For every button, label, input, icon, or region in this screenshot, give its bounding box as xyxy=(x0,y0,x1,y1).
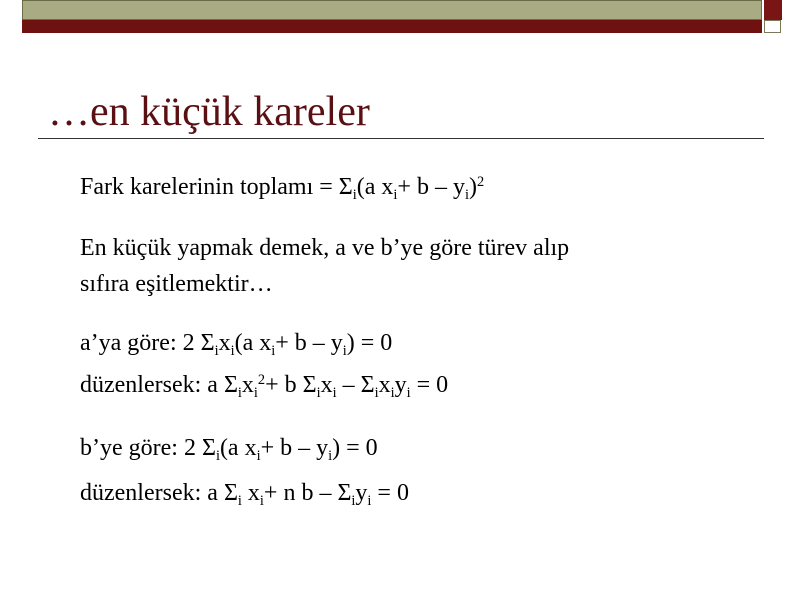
rearranged-b-line: düzenlersek: a $\Sigma_i$ $x_i+ n$ $b - \Sigma_iy_i = 0$ xyxy=(80,480,409,510)
minimize-text-line-2: sıfıra eşitlemektir… xyxy=(80,271,273,297)
sum-of-squares-line: Fark karelerinin toplamı = $\Sigma_i(a$ $x_i+ b - y_i)^2$ xyxy=(80,174,485,204)
slide-title: …en küçük kareler xyxy=(48,89,370,135)
header-bar-maroon xyxy=(22,20,762,33)
derivative-b-line: b’ye göre: 2 $\Sigma_i(a$ $x_i+ b - y_i) = 0$ xyxy=(80,435,378,465)
minimize-text-line-1: En küçük yapmak demek, a ve b’ye göre türev alıp xyxy=(80,235,570,261)
header-square-outline xyxy=(764,20,781,33)
title-divider xyxy=(38,138,764,139)
rearranged-a-line: düzenlersek: a $\Sigma_ix_i^2+ b$ $\Sigma_ix_i - \Sigma_ix_iy_i = 0$ xyxy=(80,372,449,402)
derivative-a-line: a’ya göre: 2 $\Sigma_ix_i(a$ $x_i+ b - y_i) = 0$ xyxy=(80,330,393,360)
header-bar-olive xyxy=(22,0,762,20)
header-square-red xyxy=(764,0,782,20)
